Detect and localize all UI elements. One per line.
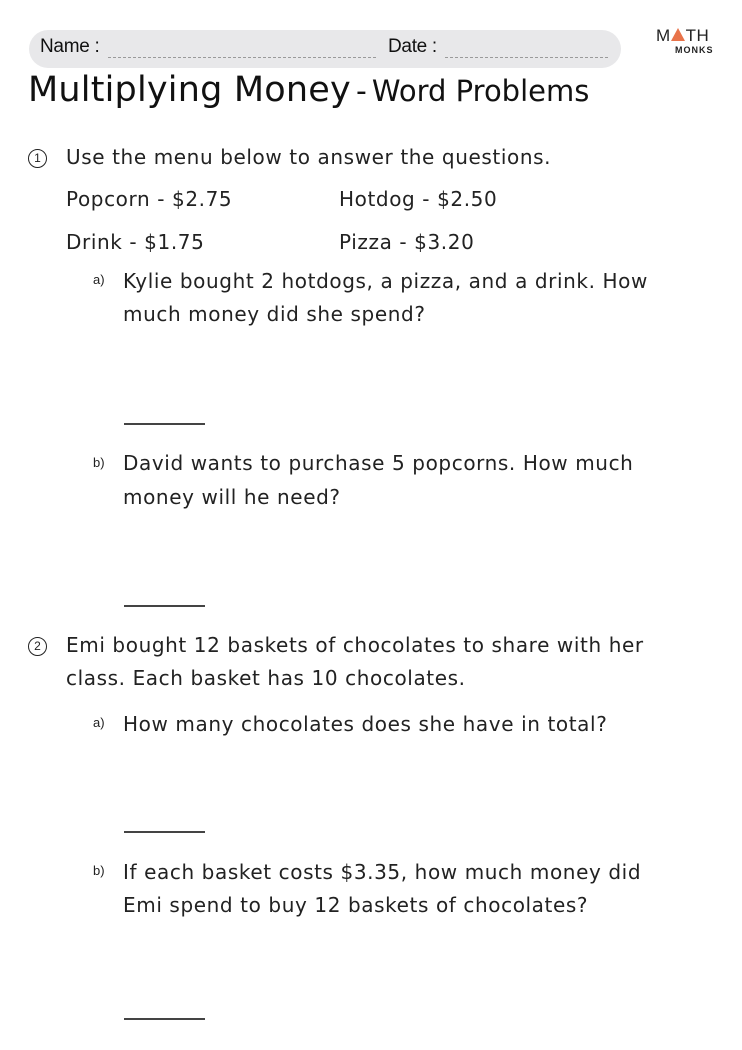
question-1b-line-1: David wants to purchase 5 popcorns. How much xyxy=(123,451,634,475)
logo-wordmark xyxy=(656,27,709,44)
menu-item-pizza: Pizza - $3.20 xyxy=(339,230,475,254)
menu-item-drink: Drink - $1.75 xyxy=(66,230,205,254)
question-1a-line-2: much money did she spend? xyxy=(123,302,426,326)
part-label-2a: a) xyxy=(93,715,105,730)
question-1a-line-1: Kylie bought 2 hotdogs, a pizza, and a drink. How xyxy=(123,269,648,293)
question-2-line-2: class. Each basket has 10 chocolates. xyxy=(66,666,466,690)
question-number-2: 2 xyxy=(28,637,47,656)
answer-line-1a[interactable] xyxy=(124,423,205,425)
name-label: Name : xyxy=(40,36,100,57)
question-1-prompt: Use the menu below to answer the questions. xyxy=(66,145,552,169)
answer-line-2a[interactable] xyxy=(124,831,205,833)
menu-item-hotdog: Hotdog - $2.50 xyxy=(339,187,498,211)
part-label-1b: b) xyxy=(93,455,105,470)
question-2-line-1: Emi bought 12 baskets of chocolates to share with her xyxy=(66,633,644,657)
question-1b-line-2: money will he need? xyxy=(123,485,341,509)
triangle-icon xyxy=(671,28,685,41)
part-label-1a: a) xyxy=(93,272,105,287)
date-field[interactable] xyxy=(445,57,608,58)
answer-line-2b[interactable] xyxy=(124,1018,205,1020)
date-label: Date : xyxy=(388,36,437,57)
title-subtitle: Word Problems xyxy=(371,74,590,108)
question-2a-line-1: How many chocolates does she have in total? xyxy=(123,712,608,736)
name-date-bar xyxy=(29,30,621,68)
menu-item-popcorn: Popcorn - $2.75 xyxy=(66,187,233,211)
name-field[interactable] xyxy=(108,57,376,58)
question-2b-line-2: Emi spend to buy 12 baskets of chocolates? xyxy=(123,893,589,917)
logo-letters-th: TH xyxy=(685,26,710,45)
answer-line-1b[interactable] xyxy=(124,605,205,607)
logo-subtext: MONKS xyxy=(675,45,714,55)
question-2b-line-1: If each basket costs $3.35, how much money did xyxy=(123,860,642,884)
part-label-2b: b) xyxy=(93,863,105,878)
title-main: Multiplying Money xyxy=(28,70,351,110)
page-title xyxy=(28,70,589,110)
question-number-1: 1 xyxy=(28,149,47,168)
title-separator: - xyxy=(356,74,367,109)
math-monks-logo xyxy=(656,27,716,57)
logo-letter-m: M xyxy=(656,26,671,45)
